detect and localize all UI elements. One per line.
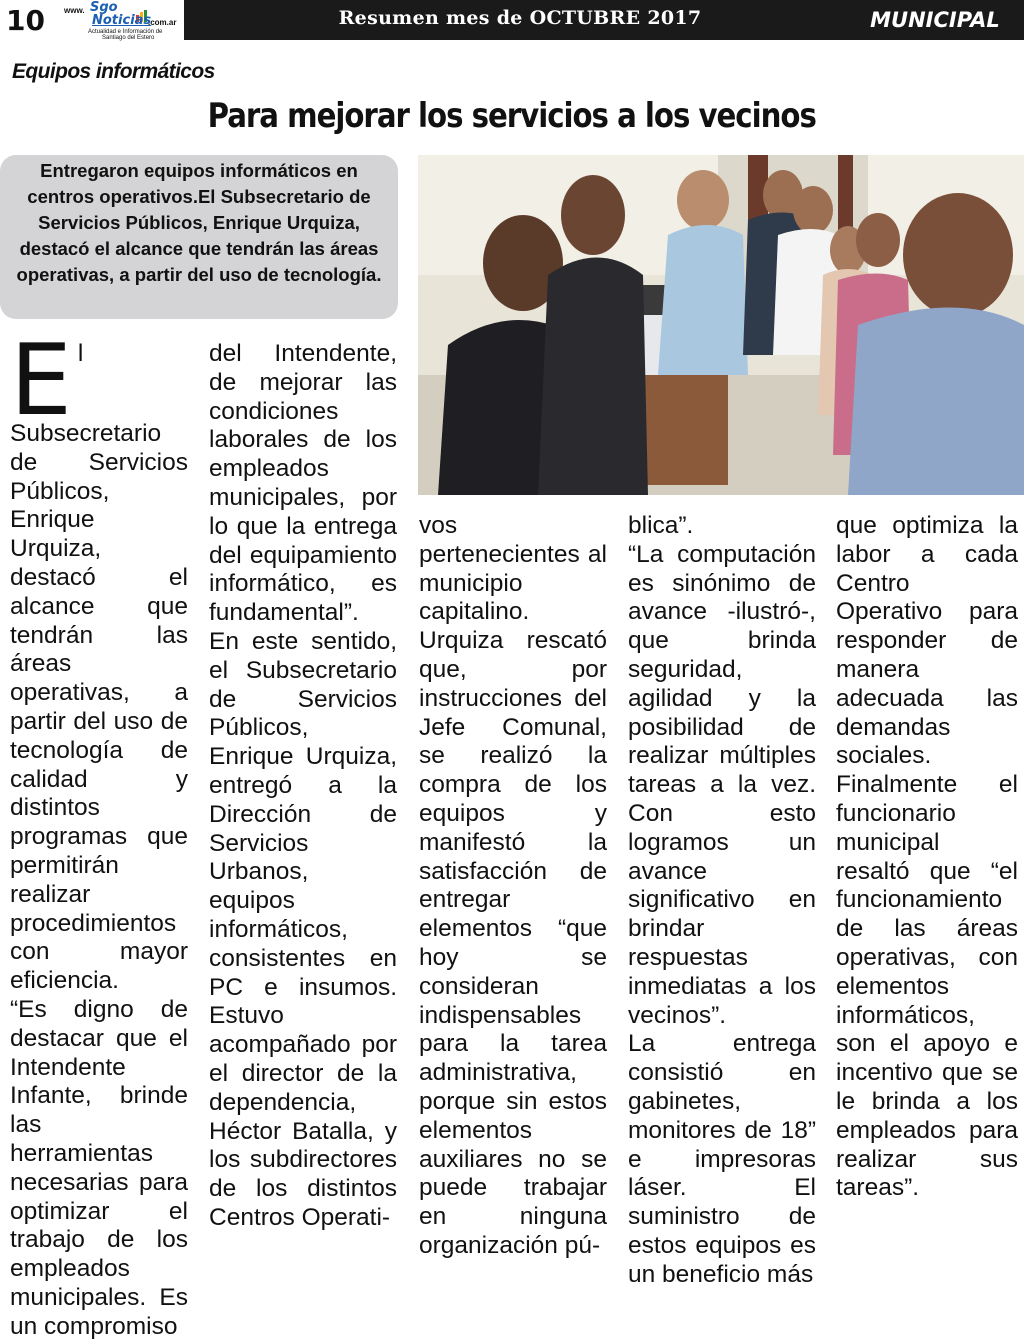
column-1-paragraph-1: l Subsecretario de Servicios Públicos, Enrique Urquiza, destacó el alcance que tendrán las áreas operativas, a partir del uso de tecnología de calidad y distintos programas que permitirán realizar procedimientos con mayor eficiencia. [10, 340, 188, 995]
body-column-3 [419, 512, 607, 1261]
body-column-1 [10, 324, 188, 1342]
column-4-paragraph-2: “La computación es sinónimo de avance -ilustró-, que brinda seguridad, agilidad y la posibilidad de realizar múltiples tareas a la vez. Con esto logramos un avance significativo en brindar respuestas inmediatas a los vecinos”. [628, 540, 816, 1029]
article-summary: Entregaron equipos informáticos en centros operativos.El Subsecretario de Servicios Públicos, Enrique Urquiza, destacó el alcance que tendrán las áreas operativas, a partir del uso de tecnología. [16, 160, 382, 285]
site-logo[interactable] [64, 2, 180, 40]
logo-noticias: Noticias [92, 13, 152, 28]
photo-scene [418, 155, 1024, 495]
column-2-paragraph-2: En este sentido, el Subsecretario de Servicios Públicos, Enrique Urquiza, entregó a la Dirección de Servicios Urbanos, equipos informáticos, consistentes en PC e insumos. Estuvo acompañado por el director de la dependencia, Héctor Batalla, y los subdirectores de los distintos Centros Operati- [209, 627, 397, 1231]
logo-sgo: Sgo [90, 0, 118, 15]
logo-tagline: Actualidad e Información de [88, 29, 163, 35]
body-column-5 [836, 512, 1018, 1203]
logo-www: www. [64, 6, 85, 15]
column-5-paragraph-1: que optimiza la labor a cada Centro Operativo para responder de manera adecuada las demandas sociales. [836, 512, 1018, 770]
body-column-2 [209, 340, 397, 1233]
article-headline: Para mejorar los servicios a los vecinos [207, 96, 816, 136]
logo-domain: .com.ar [148, 18, 177, 27]
column-1-paragraph-2: “Es digno de destacar que el Intendente Infante, brinde las herramientas necesarias para optimizar el trabajo de los empleados municipales. Es un compromiso [10, 995, 188, 1340]
body-column-4 [628, 512, 816, 1290]
column-3-paragraph-2: Urquiza rescató que, por instrucciones del Jefe Comunal, se realizó la compra de los equipos y manifestó la satisfacción de entregar elementos “que hoy se consideran indispensables para la tarea administrativa, porque sin estos elementos auxiliares no se puede trabajar en ninguna organización pú- [419, 627, 607, 1259]
article-kicker: Equipos informáticos [12, 60, 215, 83]
page-number: 10 [0, 0, 66, 42]
section-label: MUNICIPAL [870, 8, 1000, 32]
column-3-paragraph-1: vos pertenecientes al municipio capitalino. [419, 512, 607, 626]
article-photo [418, 155, 1024, 495]
column-5-paragraph-2: Finalmente el funcionario municipal resaltó que “el funcionamiento de las áreas operativas, con elementos informáticos, son el apoyo e incentivo que se le brinda a los empleados para realizar sus tareas”. [836, 771, 1018, 1202]
logo-tagline-region: Santiago del Estero [102, 35, 155, 41]
column-4-paragraph-3: La entrega consistió en gabinetes, monitores de 18” e impresoras láser. El suministro de estos equipos es un beneficio más [628, 1030, 816, 1288]
column-4-paragraph-1: blica”. [628, 512, 694, 539]
edition-title: Resumen mes de OCTUBRE 2017 [338, 7, 702, 29]
drop-cap: E [10, 324, 72, 438]
column-2-paragraph-1: del Intendente, de mejorar las condiciones laborales de los empleados municipales, por lo que la entrega del equipamiento informático, es fundamental”. [209, 340, 397, 627]
